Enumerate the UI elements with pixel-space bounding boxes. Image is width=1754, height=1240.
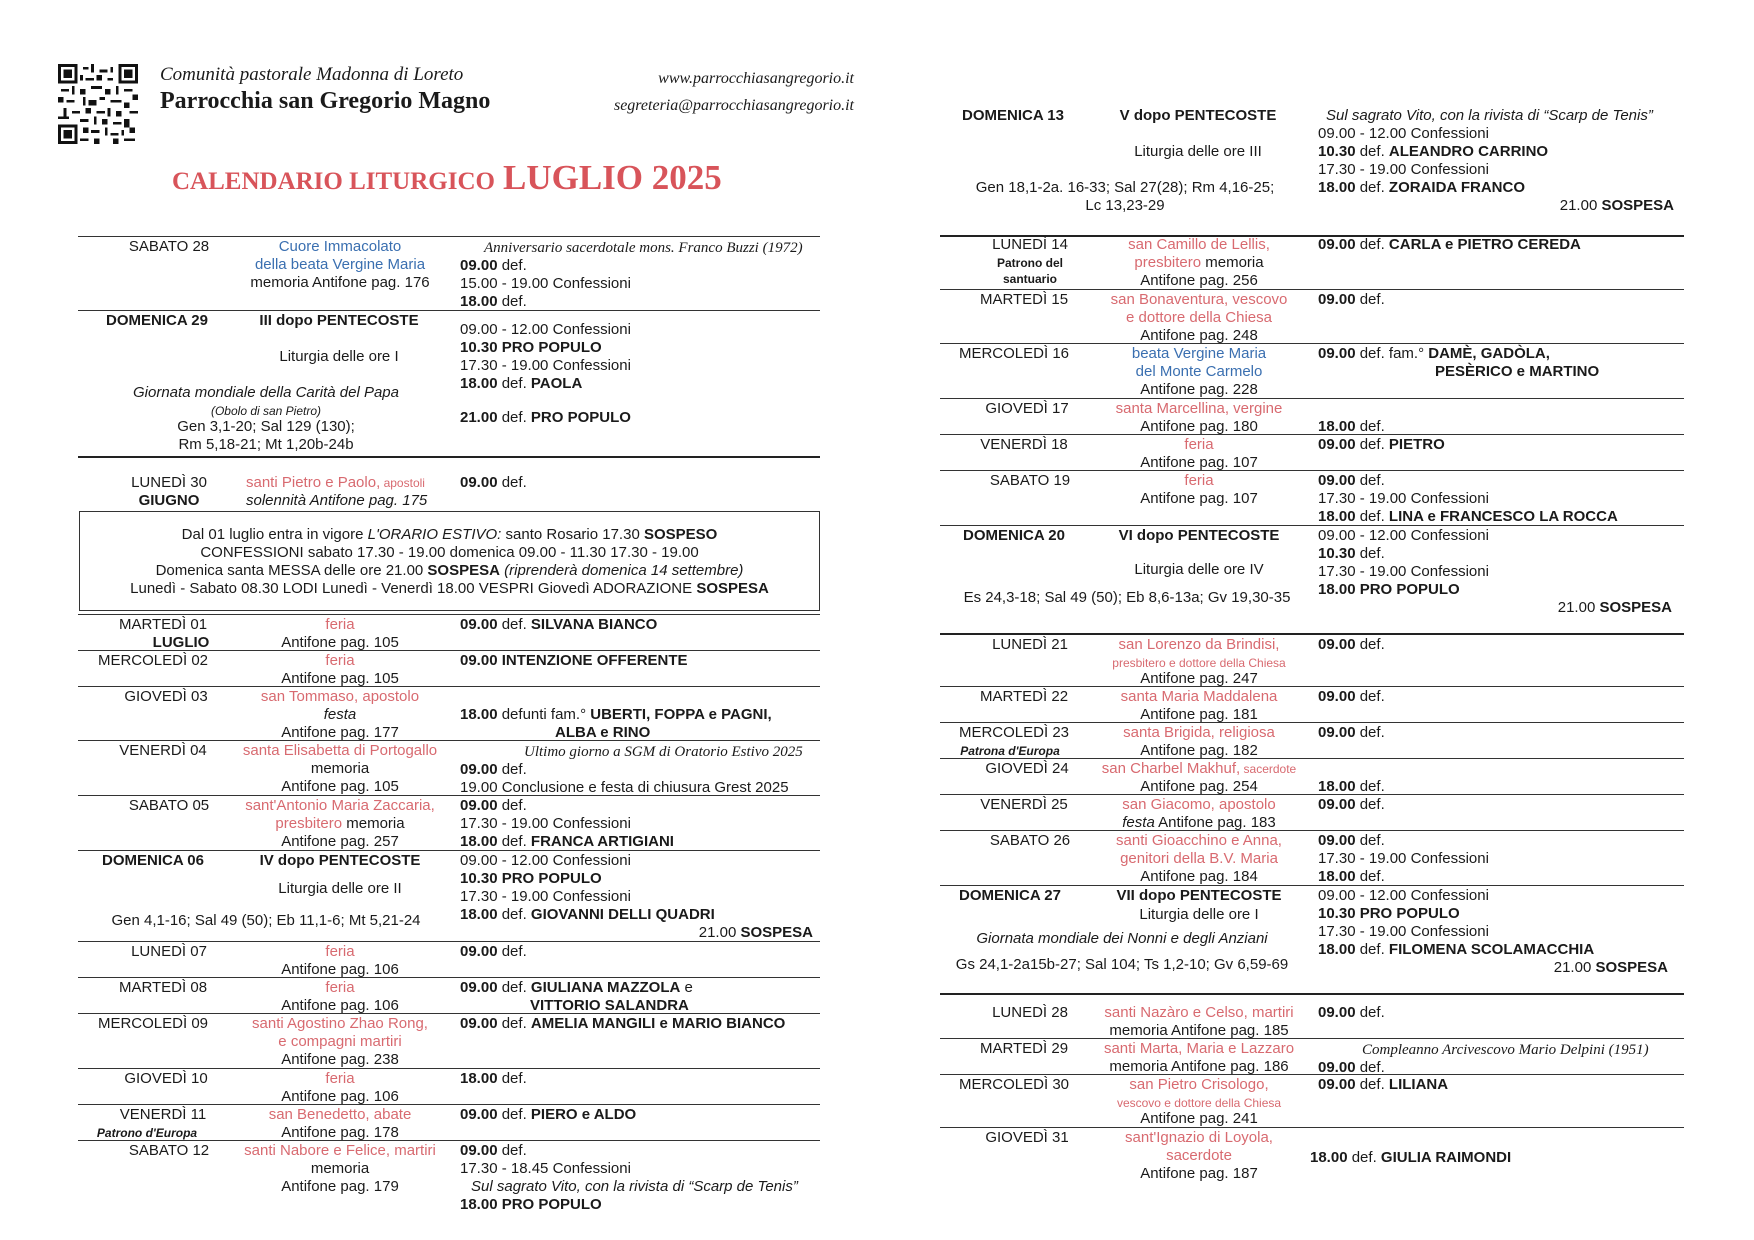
schedule-line: ALBA e RINO bbox=[555, 724, 651, 741]
row-divider bbox=[78, 740, 820, 741]
day-label: MERCOLEDÌ 02 bbox=[97, 652, 209, 669]
schedule-line: 09.00 def. bbox=[460, 797, 527, 814]
row-divider bbox=[940, 289, 1684, 290]
celebration-name: feria bbox=[325, 1070, 355, 1087]
antiphon-ref: Antifone pag. 182 bbox=[1140, 742, 1258, 759]
schedule-line: 09.00 def. bbox=[1318, 724, 1385, 741]
day-label: MERCOLEDÌ 16 bbox=[958, 345, 1070, 362]
row-divider bbox=[940, 398, 1684, 399]
celebration-name: san Pietro Crisologo, bbox=[1129, 1076, 1269, 1093]
celebration-name: VII dopo PENTECOSTE bbox=[1116, 887, 1282, 904]
row-divider bbox=[78, 650, 820, 651]
antiphon-ref: Antifone pag. 184 bbox=[1140, 868, 1258, 885]
parish-website-link[interactable]: www.parrocchiasangregorio.it bbox=[658, 70, 854, 87]
schedule-line: 18.00 def. GIOVANNI DELLI QUADRI bbox=[460, 906, 715, 923]
antiphon-ref: Antifone pag. 247 bbox=[1140, 670, 1258, 687]
schedule-line: 09.00 def. bbox=[1318, 796, 1385, 813]
row-divider bbox=[78, 977, 820, 978]
antiphon-ref: Antifone pag. 228 bbox=[1140, 381, 1258, 398]
antiphon-ref: Antifone pag. 179 bbox=[281, 1178, 399, 1195]
antiphon-ref: Antifone pag. 241 bbox=[1140, 1110, 1258, 1127]
celebration-name: genitori della B.V. Maria bbox=[1120, 850, 1278, 867]
celebration-name: vescovo e dottore della Chiesa bbox=[1116, 1096, 1282, 1110]
celebration-name: feria bbox=[325, 943, 355, 960]
celebration-name: Cuore Immacolato bbox=[278, 238, 402, 255]
day-label: LUNEDÌ 14 bbox=[992, 236, 1068, 253]
celebration-name: santi Nabore e Felice, martiri bbox=[244, 1142, 436, 1159]
row-divider bbox=[940, 343, 1684, 344]
celebration-name: san Benedetto, abate bbox=[268, 1106, 412, 1123]
row-divider bbox=[78, 614, 820, 615]
schedule-line: 09.00 - 12.00 Confessioni bbox=[460, 321, 631, 338]
schedule-line: 21.00 SOSPESA bbox=[1553, 959, 1668, 976]
day-label: DOMENICA 06 bbox=[102, 852, 204, 869]
page-title: CALENDARIO LITURGICO LUGLIO 2025 bbox=[172, 158, 722, 197]
celebration-note: (Obolo di san Pietro) bbox=[210, 404, 322, 418]
celebration-name: santi Marta, Maria e Lazzaro bbox=[1103, 1040, 1295, 1057]
schedule-line: 18.00 def. LINA e FRANCESCO LA ROCCA bbox=[1318, 508, 1618, 525]
schedule-line: 09.00 def. SILVANA BIANCO bbox=[460, 616, 658, 633]
schedule-line: 18.00 def. PAOLA bbox=[460, 375, 583, 392]
event-note: Sul sagrato Vito, con la rivista di “Scarp de Tenis” bbox=[1326, 107, 1653, 124]
day-label: SABATO 19 bbox=[989, 472, 1071, 489]
celebration-name: sant'Ignazio di Loyola, bbox=[1125, 1129, 1273, 1146]
celebration-name: santi Nazàro e Celso, martiri bbox=[1104, 1004, 1294, 1021]
liturgy-hours: Liturgia delle ore IV bbox=[1134, 561, 1264, 578]
day-label: MARTEDÌ 15 bbox=[979, 291, 1069, 308]
celebration-note: Giornata mondiale della Carità del Papa bbox=[133, 384, 399, 401]
antiphon-ref: Antifone pag. 187 bbox=[1140, 1165, 1258, 1182]
celebration-rank: presbitero memoria bbox=[1134, 254, 1264, 271]
row-divider bbox=[78, 236, 820, 237]
day-label: SABATO 05 bbox=[128, 797, 210, 814]
schedule-line: 09.00 def. bbox=[1318, 1059, 1385, 1076]
day-label: DOMENICA 13 bbox=[962, 107, 1064, 124]
readings: Gen 3,1-20; Sal 129 (130); bbox=[177, 418, 355, 435]
celebration-name: presbitero e dottore della Chiesa bbox=[1112, 656, 1286, 670]
patron-label: Patrono del bbox=[996, 256, 1064, 270]
antiphon-ref: Antifone pag. 105 bbox=[281, 778, 399, 795]
day-label: VENERDÌ 25 bbox=[980, 796, 1068, 813]
row-divider bbox=[940, 1074, 1684, 1075]
celebration-name: feria bbox=[1184, 472, 1214, 489]
schedule-line: 17.30 - 19.00 Confessioni bbox=[460, 815, 631, 832]
antiphon-ref: Antifone pag. 107 bbox=[1140, 490, 1258, 507]
row-divider bbox=[78, 850, 820, 851]
celebration-name: feria bbox=[325, 616, 355, 633]
parish-email-link[interactable]: segreteria@parrocchiasangregorio.it bbox=[613, 97, 854, 114]
schedule-line: 17.30 - 19.00 Confessioni bbox=[1318, 563, 1489, 580]
schedule-line: 18.00 PRO POPULO bbox=[460, 1196, 602, 1213]
schedule-line: 19.00 Conclusione e festa di chiusura Grest 2025 bbox=[460, 779, 789, 796]
day-label: LUNEDÌ 07 bbox=[131, 943, 207, 960]
schedule-line: 09.00 def. bbox=[1318, 291, 1385, 308]
day-label: SABATO 12 bbox=[128, 1142, 210, 1159]
row-divider bbox=[78, 1104, 820, 1105]
celebration-name: della beata Vergine Maria bbox=[254, 256, 426, 273]
day-label: DOMENICA 29 bbox=[106, 312, 208, 329]
schedule-line: 09.00 - 12.00 Confessioni bbox=[1318, 527, 1489, 544]
day-label: GIOVEDÌ 03 bbox=[124, 688, 208, 705]
schedule-line: 15.00 - 19.00 Confessioni bbox=[460, 275, 631, 292]
schedule-line: 09.00 def. PIETRO bbox=[1318, 436, 1445, 453]
schedule-line: 18.00 def. bbox=[1318, 778, 1385, 795]
schedule-line: 09.00 def. bbox=[460, 257, 527, 274]
qr-code-icon bbox=[58, 64, 138, 144]
celebration-name: sant'Antonio Maria Zaccaria, bbox=[245, 797, 435, 814]
antiphon-ref: Antifone pag. 177 bbox=[281, 724, 399, 741]
row-divider bbox=[78, 1013, 820, 1014]
celebration-name: e compagni martiri bbox=[278, 1033, 402, 1050]
antiphon-ref: Antifone pag. 181 bbox=[1140, 706, 1258, 723]
schedule-line: 17.30 - 19.00 Confessioni bbox=[1318, 923, 1489, 940]
schedule-line: 09.00 def. AMELIA MANGILI e MARIO BIANCO bbox=[460, 1015, 786, 1032]
schedule-line: 09.00 def. bbox=[1318, 636, 1385, 653]
row-divider bbox=[940, 758, 1684, 759]
celebration-name: IV dopo PENTECOSTE bbox=[259, 852, 421, 869]
day-label: MARTEDÌ 01 bbox=[118, 616, 208, 633]
schedule-line: 09.00 - 12.00 Confessioni bbox=[460, 852, 631, 869]
celebration-name: feria bbox=[325, 652, 355, 669]
row-divider bbox=[940, 794, 1684, 795]
row-divider bbox=[78, 795, 820, 796]
antiphon-ref: Antifone pag. 106 bbox=[281, 961, 399, 978]
schedule-line: 18.00 def. ZORAIDA FRANCO bbox=[1318, 179, 1526, 196]
antiphon-ref: memoria Antifone pag. 176 bbox=[250, 274, 430, 291]
readings: Lc 13,23-29 bbox=[1085, 197, 1165, 214]
row-divider bbox=[940, 633, 1684, 635]
schedule-line: 18.00 def. bbox=[1318, 868, 1385, 885]
readings: Es 24,3-18; Sal 49 (50); Eb 8,6-13a; Gv 19,30-35 bbox=[963, 589, 1291, 606]
row-divider bbox=[78, 456, 820, 458]
row-divider bbox=[940, 830, 1684, 831]
antiphon-ref: Antifone pag. 105 bbox=[281, 670, 399, 687]
readings: Gen 18,1-2a. 16-33; Sal 27(28); Rm 4,16-25; bbox=[975, 179, 1275, 196]
day-label: SABATO 28 bbox=[128, 238, 210, 255]
schedule-line: 09.00 def. CARLA e PIETRO CEREDA bbox=[1318, 236, 1581, 253]
antiphon-ref: Antifone pag. 105 bbox=[281, 634, 399, 651]
celebration-name: santi Agostino Zhao Rong, bbox=[252, 1015, 428, 1032]
schedule-line: 09.00 def. bbox=[1318, 832, 1385, 849]
row-divider bbox=[78, 1140, 820, 1141]
schedule-line: 09.00 def. bbox=[460, 761, 527, 778]
liturgy-hours: Liturgia delle ore I bbox=[1139, 906, 1259, 923]
celebration-name: san Camillo de Lellis, bbox=[1128, 236, 1270, 253]
celebration-name: santa Elisabetta di Portogallo bbox=[242, 742, 438, 759]
community-name: Comunità pastorale Madonna di Loreto bbox=[160, 64, 464, 85]
day-label: DOMENICA 20 bbox=[963, 527, 1065, 544]
day-label: LUNEDÌ 28 bbox=[992, 1004, 1068, 1021]
month-label: LUGLIO bbox=[152, 634, 210, 651]
antiphon-ref: Antifone pag. 238 bbox=[281, 1051, 399, 1068]
day-label: VENERDÌ 18 bbox=[980, 436, 1068, 453]
schedule-line: 21.00 def. PRO POPULO bbox=[460, 409, 631, 426]
row-divider bbox=[78, 686, 820, 687]
celebration-name: san Tommaso, apostolo bbox=[260, 688, 420, 705]
celebration-name: e dottore della Chiesa bbox=[1126, 309, 1272, 326]
celebration-name: V dopo PENTECOSTE bbox=[1119, 107, 1277, 124]
schedule-line: VITTORIO SALANDRA bbox=[530, 997, 689, 1014]
celebration-name: VI dopo PENTECOSTE bbox=[1118, 527, 1280, 544]
readings: Gs 24,1-2a15b-27; Sal 104; Ts 1,2-10; Gv 6,59-69 bbox=[955, 956, 1289, 973]
row-divider bbox=[940, 1038, 1684, 1039]
schedule-line: 09.00 def. LILIANA bbox=[1318, 1076, 1449, 1093]
schedule-line: 10.30 PRO POPULO bbox=[460, 339, 602, 356]
day-label: DOMENICA 27 bbox=[959, 887, 1061, 904]
day-label: MERCOLEDÌ 30 bbox=[958, 1076, 1070, 1093]
row-divider bbox=[940, 470, 1684, 471]
schedule-line: 18.00 def. GIULIA RAIMONDI bbox=[1310, 1149, 1512, 1166]
event-note: Anniversario sacerdotale mons. Franco Buzzi (1972) bbox=[484, 240, 803, 256]
schedule-line: 18.00 PRO POPULO bbox=[1318, 581, 1460, 598]
antiphon-ref: festa Antifone pag. 183 bbox=[1122, 814, 1276, 831]
antiphon-ref: Antifone pag. 254 bbox=[1140, 778, 1258, 795]
day-label: MARTEDÌ 08 bbox=[118, 979, 208, 996]
schedule-line: 18.00 defunti fam.° UBERTI, FOPPA e PAGNI, bbox=[460, 706, 772, 723]
day-label: MARTEDÌ 29 bbox=[979, 1040, 1069, 1057]
celebration-name: santa Marcellina, vergine bbox=[1115, 400, 1283, 417]
antiphon-ref: Antifone pag. 257 bbox=[281, 833, 399, 850]
day-label: SABATO 26 bbox=[989, 832, 1071, 849]
schedule-line: 09.00 def. bbox=[460, 943, 527, 960]
row-divider bbox=[940, 885, 1684, 886]
schedule-line: 10.30 PRO POPULO bbox=[460, 870, 602, 887]
celebration-name: santi Gioacchino e Anna, bbox=[1116, 832, 1282, 849]
celebration-rank: memoria bbox=[310, 760, 370, 777]
schedule-line: 09.00 def. fam.° DAMÈ, GADÒLA, bbox=[1318, 345, 1550, 362]
antiphon-ref: Antifone pag. 248 bbox=[1140, 327, 1258, 344]
schedule-line: 10.30 def. ALEANDRO CARRINO bbox=[1318, 143, 1549, 160]
schedule-line: 17.30 - 19.00 Confessioni bbox=[1318, 850, 1489, 867]
row-divider bbox=[940, 525, 1684, 526]
notice-line: Lunedì - Sabato 08.30 LODI Lunedì - Venerdì 18.00 VESPRI Giovedì ADORAZIONE SOSPESA bbox=[130, 580, 769, 597]
row-divider bbox=[940, 686, 1684, 687]
schedule-line: 17.30 - 19.00 Confessioni bbox=[460, 357, 631, 374]
celebration-name: sacerdote bbox=[1166, 1147, 1232, 1164]
schedule-line: 09.00 def. bbox=[1318, 1004, 1385, 1021]
month-label: GIUGNO bbox=[138, 492, 200, 509]
antiphon-ref: Antifone pag. 106 bbox=[281, 997, 399, 1014]
summer-schedule-notice bbox=[79, 511, 820, 611]
day-label: GIOVEDÌ 31 bbox=[985, 1129, 1069, 1146]
celebration-name: san Bonaventura, vescovo bbox=[1110, 291, 1288, 308]
row-divider bbox=[940, 1127, 1684, 1128]
notice-line: Domenica santa MESSA delle ore 21.00 SOSPESA (riprenderà domenica 14 settembre) bbox=[155, 562, 744, 579]
row-divider bbox=[78, 310, 820, 311]
event-note: Sul sagrato Vito, con la rivista di “Scarp de Tenis” bbox=[471, 1178, 798, 1195]
schedule-line: 18.00 def. bbox=[460, 293, 527, 310]
row-divider bbox=[940, 434, 1684, 435]
celebration-rank: festa bbox=[323, 706, 357, 723]
antiphon-ref: Antifone pag. 256 bbox=[1140, 272, 1258, 289]
liturgy-hours: Liturgia delle ore II bbox=[278, 880, 402, 897]
event-note: Compleanno Arcivescovo Mario Delpini (1951) bbox=[1362, 1042, 1649, 1058]
schedule-line: 21.00 SOSPESA bbox=[1559, 197, 1674, 214]
schedule-line: 17.30 - 19.00 Confessioni bbox=[1318, 161, 1489, 178]
schedule-line: 21.00 SOSPESA bbox=[698, 924, 813, 941]
schedule-line: 10.30 PRO POPULO bbox=[1318, 905, 1460, 922]
schedule-line: 09.00 INTENZIONE OFFERENTE bbox=[460, 652, 688, 669]
liturgy-hours: Liturgia delle ore I bbox=[279, 348, 399, 365]
celebration-name: santa Maria Maddalena bbox=[1120, 688, 1278, 705]
antiphon-ref: memoria Antifone pag. 185 bbox=[1109, 1022, 1289, 1039]
schedule-line: 18.00 def. bbox=[460, 1070, 527, 1087]
row-divider bbox=[78, 1068, 820, 1069]
schedule-line: 10.30 def. bbox=[1318, 545, 1385, 562]
day-label: LUNEDÌ 21 bbox=[992, 636, 1068, 653]
celebration-name: san Lorenzo da Brindisi, bbox=[1118, 636, 1280, 653]
schedule-line: 09.00 def. bbox=[460, 1142, 527, 1159]
celebration-name: santi Pietro e Paolo, apostoli bbox=[246, 474, 425, 491]
patron-label: Patrona d'Europa bbox=[960, 744, 1060, 758]
schedule-line: 09.00 - 12.00 Confessioni bbox=[1318, 887, 1489, 904]
schedule-line: 09.00 def. GIULIANA MAZZOLA e bbox=[460, 979, 693, 996]
patron-label: santuario bbox=[1002, 272, 1058, 286]
schedule-line: PESÈRICO e MARTINO bbox=[1435, 363, 1600, 380]
day-label: LUNEDÌ 30 bbox=[131, 474, 207, 491]
antiphon-ref: memoria Antifone pag. 186 bbox=[1109, 1058, 1289, 1075]
schedule-line: 09.00 def. bbox=[1318, 472, 1385, 489]
schedule-line: 09.00 def. bbox=[460, 474, 527, 491]
day-label: MERCOLEDÌ 23 bbox=[958, 724, 1070, 741]
schedule-line: 17.30 - 19.00 Confessioni bbox=[1318, 490, 1489, 507]
day-label: GIOVEDÌ 10 bbox=[124, 1070, 208, 1087]
celebration-rank: memoria bbox=[310, 1160, 370, 1177]
row-divider bbox=[78, 941, 820, 942]
schedule-line: 09.00 def. PIERO e ALDO bbox=[460, 1106, 637, 1123]
schedule-line: 17.30 - 19.00 Confessioni bbox=[460, 888, 631, 905]
celebration-name: san Giacomo, apostolo bbox=[1122, 796, 1276, 813]
celebration-name: beata Vergine Maria bbox=[1131, 345, 1267, 362]
day-label: VENERDÌ 11 bbox=[119, 1106, 207, 1123]
celebration-name: san Charbel Makhuf, sacerdote bbox=[1101, 760, 1297, 777]
day-label: GIOVEDÌ 17 bbox=[985, 400, 1069, 417]
liturgy-hours: Liturgia delle ore III bbox=[1134, 143, 1262, 160]
schedule-line: 09.00 - 12.00 Confessioni bbox=[1318, 125, 1489, 142]
schedule-line: 18.00 def. FILOMENA SCOLAMACCHIA bbox=[1318, 941, 1595, 958]
antiphon-ref: Antifone pag. 106 bbox=[281, 1088, 399, 1105]
celebration-name: santa Brigida, religiosa bbox=[1123, 724, 1275, 741]
celebration-name: feria bbox=[325, 979, 355, 996]
row-divider bbox=[940, 722, 1684, 723]
celebration-name: III dopo PENTECOSTE bbox=[259, 312, 419, 329]
antiphon-ref: Antifone pag. 178 bbox=[281, 1124, 399, 1141]
row-divider bbox=[940, 993, 1684, 995]
patron-label: Patrono d'Europa bbox=[96, 1126, 198, 1140]
readings: Rm 5,18-21; Mt 1,20b-24b bbox=[178, 436, 354, 453]
notice-line: CONFESSIONI sabato 17.30 - 19.00 domenica 09.00 - 11.30 17.30 - 19.00 bbox=[200, 544, 699, 561]
celebration-name: feria bbox=[1184, 436, 1214, 453]
schedule-line: 18.00 def. FRANCA ARTIGIANI bbox=[460, 833, 674, 850]
day-label: VENERDÌ 04 bbox=[119, 742, 207, 759]
celebration-name: del Monte Carmelo bbox=[1135, 363, 1263, 380]
antiphon-ref: Antifone pag. 107 bbox=[1140, 454, 1258, 471]
notice-line: Dal 01 luglio entra in vigore L'ORARIO ESTIVO: santo Rosario 17.30 SOSPESO bbox=[181, 526, 718, 543]
antiphon-ref: Antifone pag. 180 bbox=[1140, 418, 1258, 435]
schedule-line: 09.00 def. bbox=[1318, 688, 1385, 705]
schedule-line: 18.00 def. bbox=[1318, 418, 1385, 435]
day-label: MERCOLEDÌ 09 bbox=[97, 1015, 209, 1032]
antiphon-ref: solennità Antifone pag. 175 bbox=[246, 492, 428, 509]
schedule-line: 17.30 - 18.45 Confessioni bbox=[460, 1160, 631, 1177]
celebration-rank: presbitero memoria bbox=[275, 815, 405, 832]
event-note: Ultimo giorno a SGM di Oratorio Estivo 2025 bbox=[524, 744, 803, 760]
schedule-line: 21.00 SOSPESA bbox=[1557, 599, 1672, 616]
parish-name: Parrocchia san Gregorio Magno bbox=[160, 88, 491, 114]
readings: Gen 4,1-16; Sal 49 (50); Eb 11,1-6; Mt 5,21-24 bbox=[111, 912, 421, 929]
day-label: GIOVEDÌ 24 bbox=[985, 760, 1069, 777]
celebration-note: Giornata mondiale dei Nonni e degli Anziani bbox=[976, 930, 1268, 947]
day-label: MARTEDÌ 22 bbox=[979, 688, 1069, 705]
